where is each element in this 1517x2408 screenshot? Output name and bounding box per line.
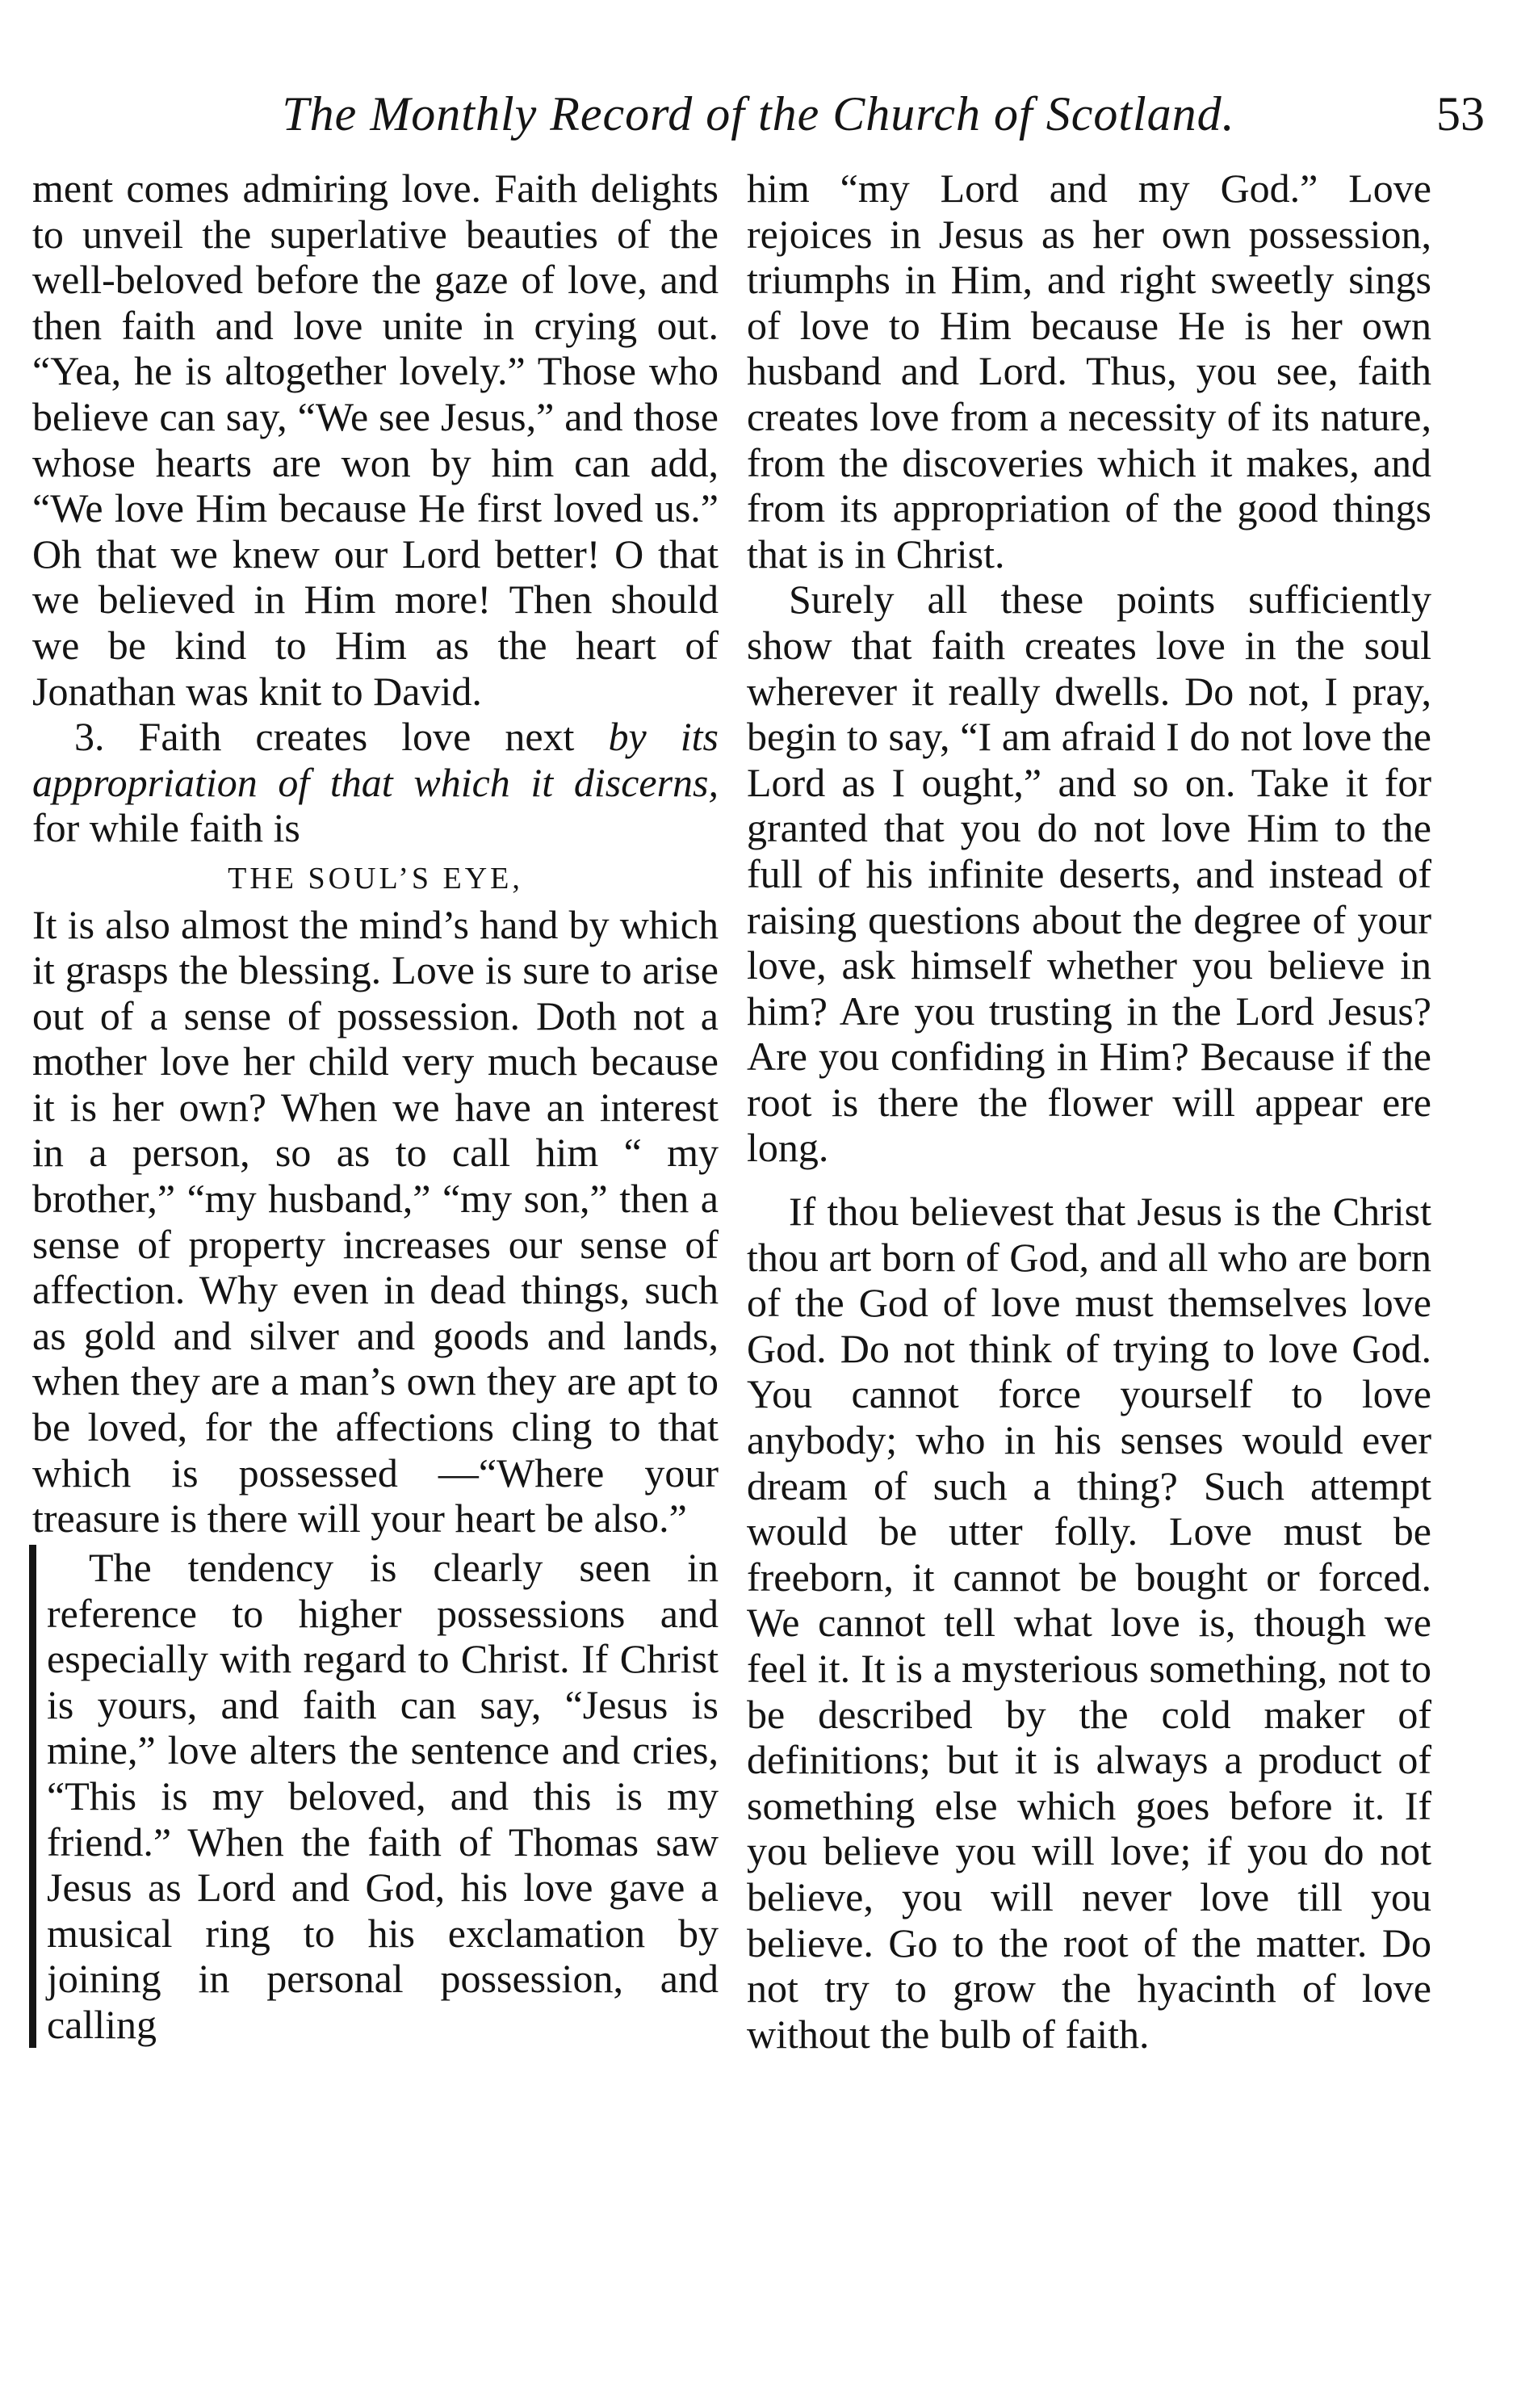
running-title: The Monthly Record of the Church of Scotland.: [282, 87, 1235, 141]
page-number: 53: [1436, 87, 1485, 141]
left-paragraph-2: [32, 714, 719, 851]
right-column: [747, 166, 1431, 2057]
section-heading: THE SOUL’S EYE,: [228, 861, 523, 896]
right-paragraph-1: him “my Lord and my God.” Love rejoices in Jesus as her own possession, triumphs in Him, and right sweetly sings of love to Him because He is her own husband and Lord. Thus, you see, faith creates love from a necessity of its nature, from the discoveries which it makes, and from its appropriation of the good things that is in Christ.: [747, 166, 1431, 577]
left-paragraph-2-lead: 3. Faith creates love next: [74, 714, 609, 760]
left-paragraph-4: The tendency is clearly seen in reference to higher possessions and especially with regard to Christ. If Christ is yours, and faith can say, “Jesus is mine,” love alters the sentence and cries, “This is my beloved, and this is my friend.” When the faith of Thomas saw Jesus as Lord and God, his love gave a musical ring to his exclamation by joining in personal possession, and calling: [47, 1545, 719, 2047]
right-paragraph-2: Surely all these points sufficiently show that faith creates love in the soul wherever it really dwells. Do not, I pray, begin to say, “I am afraid I do not love the Lord as I ought,” and so on. Take it for granted that you do not love Him to the full of his infinite deserts, and instead of raising questions about the degree of your love, ask himself whether you believe in him? Are you trusting in the Lord Jesus? Are you confiding in Him? Because if the root is there the flower will appear ere long.: [747, 577, 1431, 1171]
left-paragraph-2-italic: by its appropriation of that which it discerns,: [32, 714, 719, 805]
left-column-upper: [32, 166, 719, 1542]
left-paragraph-3: It is also almost the mind’s hand by which it grasps the blessing. Love is sure to arise out of a sense of possession. Doth not a mother love her child very much because it is her own? When we have an interest in a person, so as to call him “ my brother,” “my husband,” “my son,” then a sense of property increases our sense of affection. Why even in dead things, such as gold and silver and goods and lands, when they are a man’s own they are apt to be loved, for the affections cling to that which is possessed —“Where your treasure is there will your heart be also.”: [32, 901, 719, 1542]
margin-rule: [29, 1545, 36, 2048]
right-paragraph-3: If thou believest that Jesus is the Christ thou art born of God, and all who are born of the God of love must themselves love God. Do not think of trying to love God. You cannot force yourself to love anybody; who in his senses would ever dream of such a thing? Such attempt would be utter folly. Love must be freeborn, it cannot be bought or forced. We cannot tell what love is, though we feel it. It is a mysterious something, not to be described by the cold maker of definitions; but it is always a product of something else which goes before it. If you believe you will love; if you do not believe, you will never love till you believe. Go to the root of the matter. Do not try to grow the hyacinth of love without the bulb of faith.: [747, 1189, 1431, 2057]
left-paragraph-1: ment comes admiring love. Faith delights to unveil the superlative beauties of the well-beloved before the gaze of love, and then faith and love unite in crying out. “Yea, he is altogether lovely.” Those who believe can say, “We see Jesus,” and those whose hearts are won by him can add, “We love Him because He first loved us.” Oh that we knew our Lord better! O that we believed in Him more! Then should we be kind to Him as the heart of Jonathan was knit to David.: [32, 166, 719, 714]
left-paragraph-2-tail: for while faith is: [32, 805, 300, 851]
running-head: [32, 79, 1485, 149]
left-column-lower: [47, 1545, 719, 2048]
